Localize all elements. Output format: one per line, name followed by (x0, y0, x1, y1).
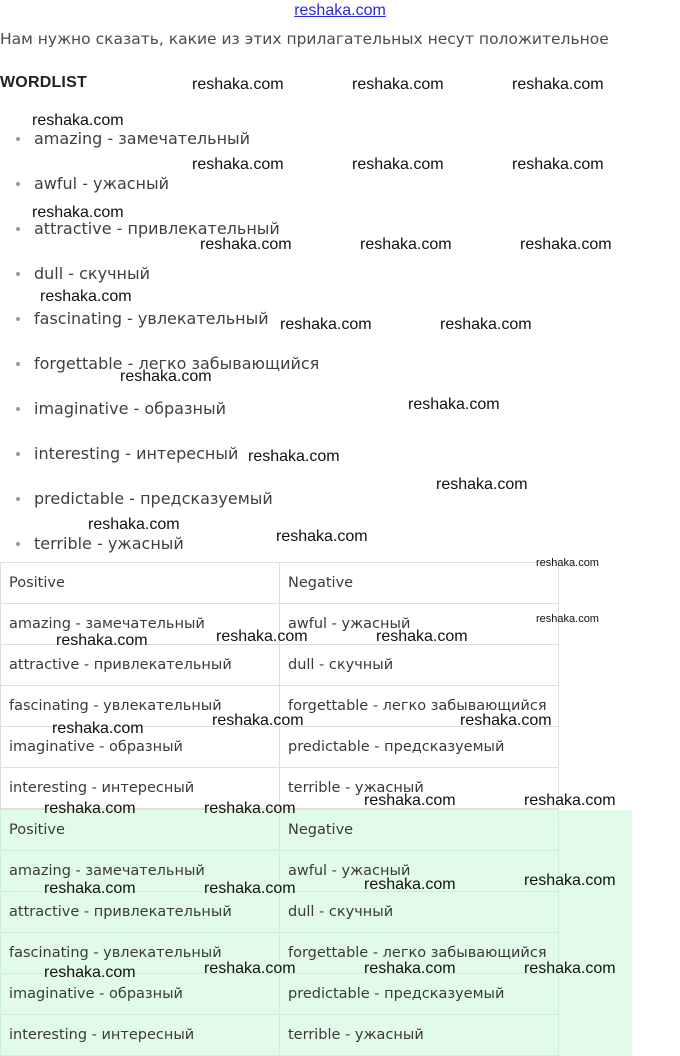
watermark: reshaka.com (512, 76, 604, 93)
watermark: reshaka.com (200, 236, 292, 253)
table-cell: amazing - замечательный (1, 851, 280, 892)
table-cell: fascinating - увлекательный (1, 933, 280, 974)
watermark: reshaka.com (524, 792, 616, 809)
bullet-icon (16, 227, 20, 231)
watermark: reshaka.com (192, 156, 284, 173)
watermark: reshaka.com (204, 800, 296, 817)
watermark: reshaka.com (364, 960, 456, 977)
watermark: reshaka.com (352, 76, 444, 93)
bullet-icon (16, 497, 20, 501)
positive-negative-table (0, 562, 559, 809)
table-cell: terrible - ужасный (280, 1015, 559, 1056)
table-cell: predictable - предсказуемый (280, 974, 559, 1015)
watermark: reshaka.com (440, 316, 532, 333)
bullet-icon (16, 272, 20, 276)
watermark: reshaka.com (536, 613, 599, 625)
watermark: reshaka.com (436, 476, 528, 493)
wordlist-heading: WORDLIST (0, 74, 87, 91)
table-row (1, 645, 559, 686)
watermark: reshaka.com (40, 288, 132, 305)
watermark: reshaka.com (88, 516, 180, 533)
watermark: reshaka.com (120, 368, 212, 385)
table-header-cell: Negative (280, 563, 559, 604)
list-item: terrible - ужасный (16, 533, 184, 555)
list-item: dull - скучный (16, 263, 150, 285)
table-header-cell: Negative (280, 810, 559, 851)
watermark: reshaka.com (364, 792, 456, 809)
watermark: reshaka.com (44, 880, 136, 897)
watermark: reshaka.com (276, 528, 368, 545)
bullet-icon (16, 137, 20, 141)
watermark: reshaka.com (204, 880, 296, 897)
bullet-icon (16, 362, 20, 366)
list-item: awful - ужасный (16, 173, 169, 195)
list-item: fascinating - увлекательный (16, 308, 269, 330)
table-cell: dull - скучный (280, 892, 559, 933)
watermark: reshaka.com (376, 628, 468, 645)
bullet-icon (16, 542, 20, 546)
bullet-icon (16, 452, 20, 456)
watermark: reshaka.com (280, 316, 372, 333)
watermark: reshaka.com (32, 112, 124, 129)
table-cell: awful - ужасный (280, 851, 559, 892)
table-cell: imaginative - образный (1, 974, 280, 1015)
table-cell: predictable - предсказуемый (280, 727, 559, 768)
table-header-cell: Positive (1, 810, 280, 851)
intro-text: Нам нужно сказать, какие из этих прилагательных несут положительное (0, 30, 609, 48)
table-cell: interesting - интересный (1, 768, 280, 809)
table-cell: imaginative - образный (1, 727, 280, 768)
watermark: reshaka.com (204, 960, 296, 977)
watermark: reshaka.com (408, 396, 500, 413)
watermark: reshaka.com (460, 712, 552, 729)
table-cell: awful - ужасный (280, 604, 559, 645)
watermark: reshaka.com (524, 960, 616, 977)
watermark: reshaka.com (360, 236, 452, 253)
table-cell: dull - скучный (280, 645, 559, 686)
watermark: reshaka.com (520, 236, 612, 253)
watermark: reshaka.com (212, 712, 304, 729)
table-cell: attractive - привлекательный (1, 645, 280, 686)
list-item: predictable - предсказуемый (16, 488, 273, 510)
table-header-cell: Positive (1, 563, 280, 604)
watermark: reshaka.com (512, 156, 604, 173)
watermark: reshaka.com (536, 557, 599, 569)
watermark: reshaka.com (192, 76, 284, 93)
list-item: amazing - замечательный (16, 128, 250, 150)
watermark: reshaka.com (352, 156, 444, 173)
watermark: reshaka.com (52, 720, 144, 737)
list-item: attractive - привлекательный (16, 218, 280, 240)
table-cell: fascinating - увлекательный (1, 686, 280, 727)
table-header-row (1, 563, 559, 604)
bullet-icon (16, 182, 20, 186)
watermark: reshaka.com (44, 800, 136, 817)
watermark: reshaka.com (248, 448, 340, 465)
watermark: reshaka.com (56, 632, 148, 649)
watermark: reshaka.com (216, 628, 308, 645)
table-cell: terrible - ужасный (280, 768, 559, 809)
bullet-icon (16, 407, 20, 411)
table-row (1, 1015, 559, 1056)
watermark: reshaka.com (32, 204, 124, 221)
table-cell: interesting - интересный (1, 1015, 280, 1056)
watermark: reshaka.com (44, 964, 136, 981)
watermark: reshaka.com (524, 872, 616, 889)
highlighted-positive-negative-table (0, 809, 559, 1056)
table-cell: forgettable - легко забывающийся (280, 933, 559, 974)
list-item: imaginative - образный (16, 398, 226, 420)
table-cell: amazing - замечательный (1, 604, 280, 645)
bullet-icon (16, 317, 20, 321)
site-link[interactable]: reshaka.com (294, 2, 386, 19)
table-cell: attractive - привлекательный (1, 892, 280, 933)
list-item: interesting - интересный (16, 443, 238, 465)
watermark: reshaka.com (364, 876, 456, 893)
table-cell: forgettable - легко забывающийся (280, 686, 559, 727)
list-item: forgettable - легко забывающийся (16, 353, 319, 375)
